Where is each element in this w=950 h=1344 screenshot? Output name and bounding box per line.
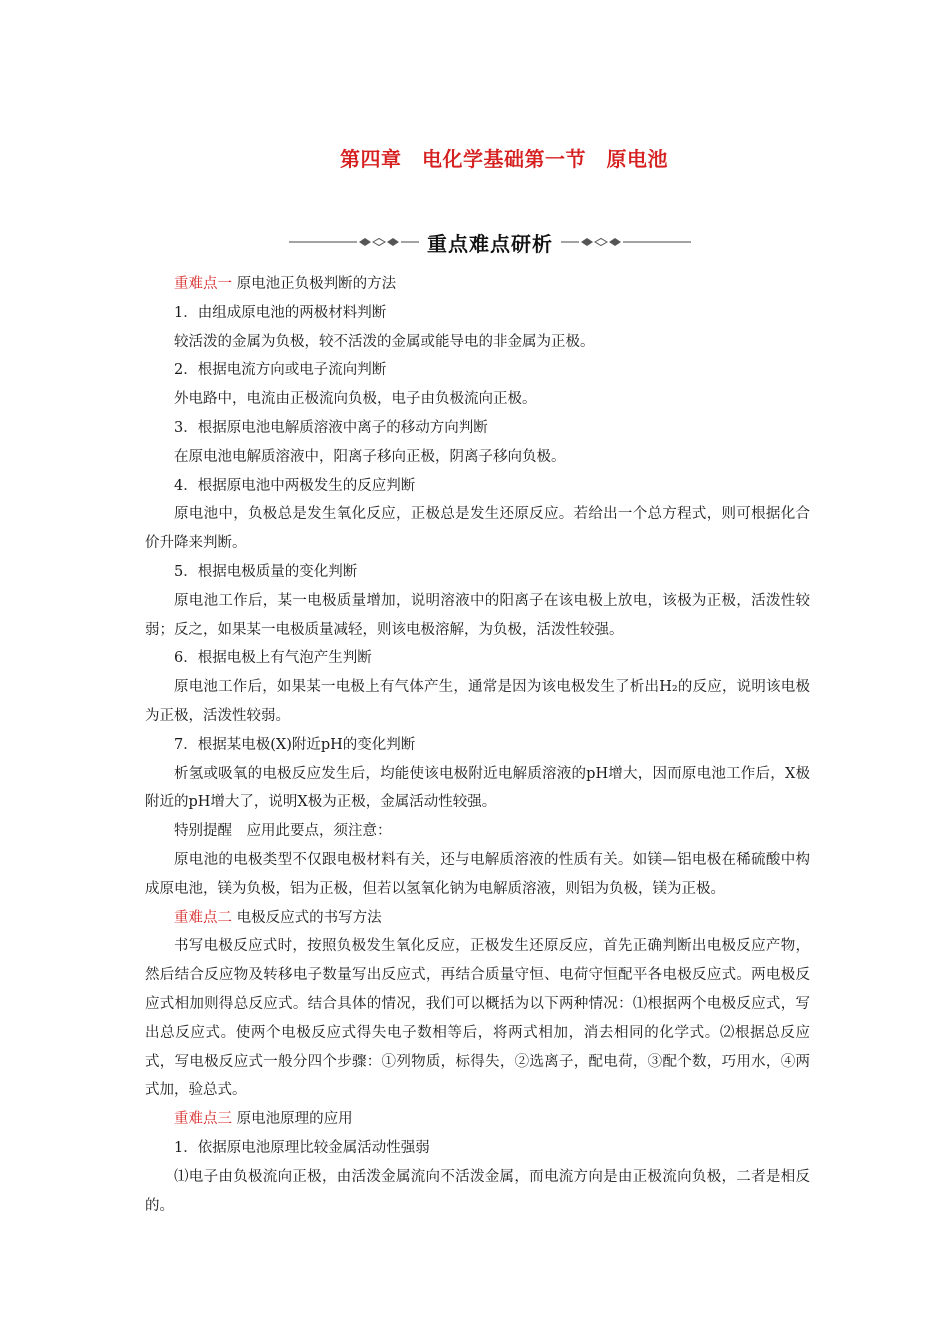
document-body [145, 270, 810, 1220]
paragraph: 原电池中，负极总是发生氧化反应，正极总是发生还原反应。若给出一个总方程式，则可根据化合价升降来判断。 [145, 506, 810, 552]
heading-key-point-1 [145, 270, 810, 299]
section-banner [285, 227, 695, 257]
paragraph: 2．根据电流方向或电子流向判断 [174, 362, 387, 379]
paragraph: 6．根据电极上有气泡产生判断 [174, 650, 372, 667]
paragraph: 7．根据某电极(X)附近pH的变化判断 [174, 736, 416, 753]
paragraph: 析氢或吸氧的电极反应发生后，均能使该电极附近电解质溶液的pH增大，因而原电池工作后，X极附近的pH增大了，说明X极为正极，金属活动性较强。 [145, 765, 810, 811]
paragraph: 5．根据电极质量的变化判断 [174, 563, 358, 580]
section-banner-text: 重点难点研析 [427, 231, 553, 256]
banner-left-ornament [289, 235, 419, 249]
key-point-title: 电极反应式的书写方法 [232, 909, 382, 926]
paragraph: 4．根据原电池中两极发生的反应判断 [174, 477, 416, 494]
key-point-label: 重难点一 [174, 276, 232, 292]
paragraph: 在原电池电解质溶液中，阳离子移向正极，阴离子移向负极。 [174, 448, 566, 465]
paragraph: 3．根据原电池电解质溶液中离子的移动方向判断 [174, 419, 488, 436]
heading-key-point-2 [145, 904, 810, 933]
paragraph: ⑴电子由负极流向正极，由活泼金属流向不活泼金属，而电流方向是由正极流向负极，二者是相反的。 [145, 1168, 810, 1214]
paragraph: 原电池工作后，如果某一电极上有气体产生，通常是因为该电极发生了析出H₂的反应，说明该电极为正极，活泼性较弱。 [145, 679, 810, 724]
key-point-title: 原电池原理的应用 [232, 1111, 353, 1128]
key-point-label: 重难点三 [174, 1111, 232, 1128]
paragraph: 原电池的电极类型不仅跟电极材料有关，还与电解质溶液的性质有关。如镁—铝电极在稀硫酸中构成原电池，镁为负极，铝为正极，但若以氢氧化钠为电解质溶液，则铝为负极，镁为正极。 [145, 851, 810, 897]
heading-key-point-3 [145, 1105, 810, 1134]
paragraph: 1．由组成原电池的两极材料判断 [174, 304, 387, 321]
key-point-title: 原电池正负极判断的方法 [232, 276, 397, 292]
key-point-label: 重难点二 [174, 909, 232, 926]
paragraph: 外电路中，电流由正极流向负极，电子由负极流向正极。 [174, 391, 537, 408]
paragraph: 较活泼的金属为负极，较不活泼的金属或能导电的非金属为正极。 [174, 333, 595, 350]
page-title: 第四章 电化学基础第一节 原电池 [340, 147, 668, 171]
paragraph: 书写电极反应式时，按照负极发生氧化反应，正极发生还原反应，首先正确判断出电极反应产物，然后结合反应物及转移电子数量写出反应式，再结合质量守恒、电荷守恒配平各电极反应式。两电极反应式相加则得总反应式。结合具体的情况，我们可以概括为以下两种情况：⑴根据两个电极反应式，写出总反应式。使两个电极反应式得失电子数相等后，将两式相加，消去相同的化学式。⑵根据总反应式，写电极反应式一般分四个步骤：①列物质，标得失，②选离子，配电荷，③配个数，巧用水，④两式加，验总式。 [145, 938, 810, 1099]
banner-right-ornament [561, 235, 691, 249]
paragraph: 特别提醒 应用此要点，须注意： [174, 823, 392, 840]
paragraph: 1．依据原电池原理比较金属活动性强弱 [174, 1139, 430, 1156]
paragraph: 原电池工作后，某一电极质量增加，说明溶液中的阳离子在该电极上放电，该极为正极，活泼性较弱；反之，如果某一电极质量减轻，则该电极溶解，为负极，活泼性较强。 [145, 592, 810, 638]
